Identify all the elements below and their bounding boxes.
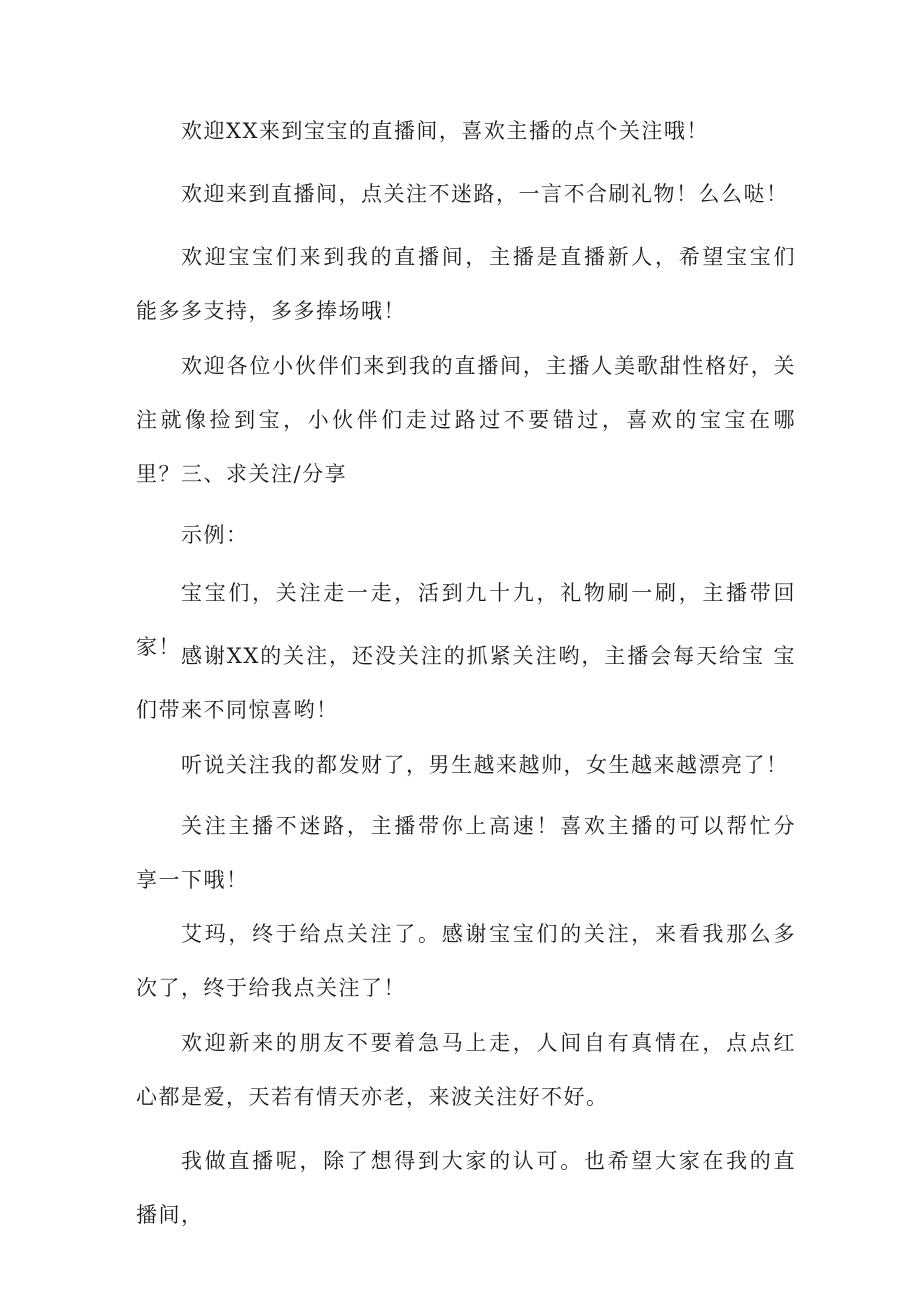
paragraph-example-5: 艾玛，终于给点关注了。感谢宝宝们的关注，来看我那么多 次了，终于给我点关注了！ (136, 922, 796, 1000)
paragraph-welcome-newbie: 欢迎宝宝们来到我的直播间，主播是直播新人，希望宝宝们 能多多支持，多多捧场哦！ (136, 245, 796, 323)
paragraph-example-7: 我做直播呢，除了想得到大家的认可。也希望大家在我的直 播间， (136, 1149, 796, 1227)
section-heading: 三、求关注/分享 (181, 462, 348, 486)
example-label: 示例： (181, 523, 249, 547)
paragraph-example-3: 听说关注我的都发财了，男生越来越帅，女生越来越漂亮了！ (181, 753, 789, 777)
paragraph-example-6: 欢迎新来的朋友不要着急马上走，人间自有真情在，点点红 心都是爱，天若有情天亦老，来波关注好不好。 (136, 1031, 796, 1109)
paragraph-example-4: 关注主播不迷路，主播带你上高速！喜欢主播的可以帮忙分 享一下哦！ (136, 814, 796, 892)
paragraph-example-2: 感谢XX的关注，还没关注的抓紧关注哟，主播会每天给宝 宝们带来不同惊喜哟！ (136, 644, 796, 722)
paragraph-welcome-xx: 欢迎XX来到宝宝的直播间，喜欢主播的点个关注哦！ (181, 119, 709, 143)
paragraph-welcome-follow: 欢迎来到直播间，点关注不迷路，一言不合刷礼物！么么哒！ (181, 182, 789, 206)
paragraph-example-1: 宝宝们，关注走一走，活到九十九，礼物刷一刷，主播带回 家！ (136, 581, 819, 659)
paragraph-welcome-friends: 欢迎各位小伙伴们来到我的直播间，主播人美歌甜性格好，关注就像捡到宝，小伙伴们走过路过不要错过，喜欢的宝宝在哪 里？ (136, 354, 796, 486)
